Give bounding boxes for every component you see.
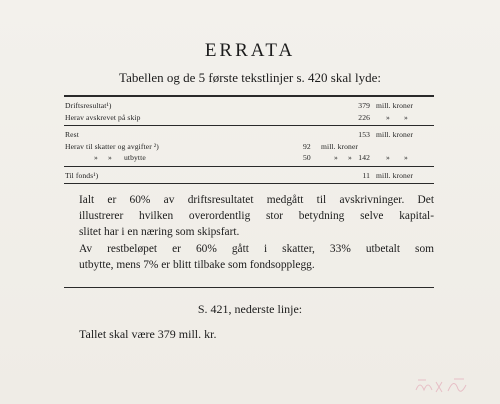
page-421-heading: S. 421, nederste linje: xyxy=(197,302,303,316)
errata-table xyxy=(64,95,434,184)
faint-stamp-mark xyxy=(412,374,472,396)
paragraph-restbelop: Av restbeløpet er 60% gått i skatter, 33% utbetalt som utbytte, mens 7% er blitt tilbake som fondsopplegg. xyxy=(79,243,434,272)
table-bottom-rule xyxy=(64,183,434,184)
errata-title: ERRATA xyxy=(204,40,296,61)
table-row-driftsresultat: Driftsresultat¹) 379 mill. kroner xyxy=(65,101,414,110)
table-row-avskrevet: Herav avskrevet på skip 226 » » xyxy=(65,112,408,122)
table-group-3 xyxy=(64,167,434,184)
table-row-skatter: Herav til skatter og avgifter ²) 92 mill. kroner xyxy=(65,141,359,151)
table-row-rest: Rest 153 mill. kroner xyxy=(65,130,414,139)
correction-text: Tallet skal være 379 mill. kr. xyxy=(79,327,217,341)
table-group-1 xyxy=(64,97,434,125)
table-row-utbytte: » » utbytte 50 » » 142 » » xyxy=(94,153,408,162)
section-divider xyxy=(64,287,434,288)
table-row-fonds: Til fonds¹) 11 mill. kroner xyxy=(65,170,414,180)
table-group-2 xyxy=(64,126,434,166)
paragraph-avskrivninger: Ialt er 60% av driftsresultatet medgått til avskrivninger. Det illustrerer hvilken overordentlig stor betydning selve kapital- slitet har i en næring som skipsfart. xyxy=(79,194,434,239)
errata-subtitle: Tabellen og de 5 første tekstlinjer s. 420 skal lyde: xyxy=(119,70,381,85)
